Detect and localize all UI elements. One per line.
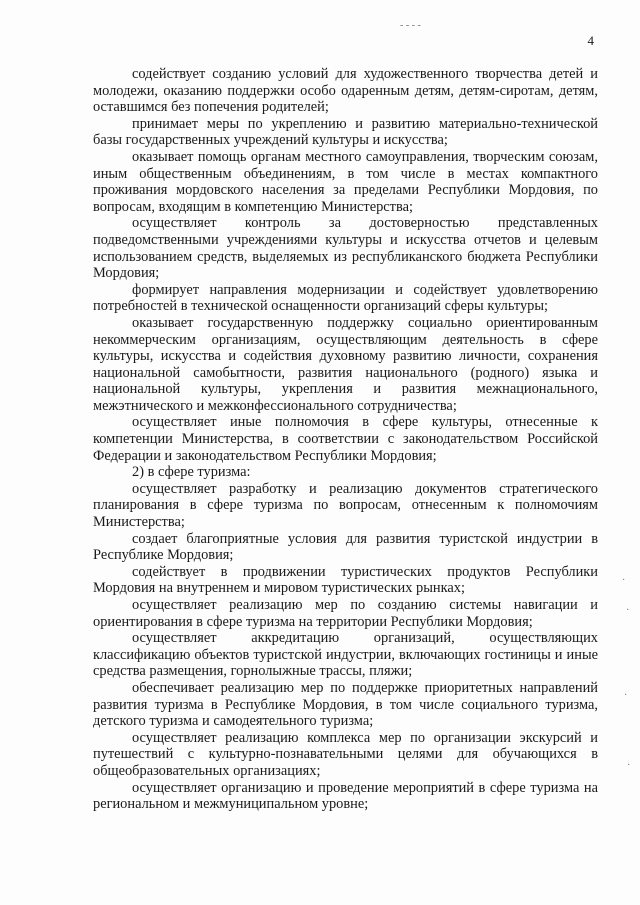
document-body — [93, 66, 598, 813]
paragraph: содействует созданию условий для художественного творчества детей и молодежи, оказанию поддержки особо одаренным детям, детям-сиротам, детям, оставшимся без попечения родителей; — [93, 66, 598, 116]
paragraph: осуществляет разработку и реализацию документов стратегического планирования в сфере туризма по вопросам, отнесенным к полномочиям Министерства; — [93, 480, 598, 531]
scan-artifact: - - - - — [400, 20, 421, 31]
paragraph: содействует в продвижении туристических продуктов Республики Мордовия на внутреннем и мировом туристических рынках; — [93, 563, 598, 597]
paragraph: формирует направления модернизации и содействует удовлетворению потребностей в технической оснащенности организаций сферы культуры; — [93, 281, 598, 315]
paragraph: создает благоприятные условия для развития туристской индустрии в Республике Мордовия; — [93, 530, 598, 564]
paragraph: осуществляет реализацию комплекса мер по организации экскурсий и путешествий с культурно-познавательными целями для обучающихся в общеобразовательных организациях; — [93, 729, 598, 779]
section-heading: 2) в сфере туризма: — [132, 464, 251, 481]
paragraph: осуществляет иные полномочия в сфере культуры, отнесенные к компетенции Министерства, в соответствии с законодательством Российской Федерации и законодательством Республики Мордовия; — [93, 414, 598, 464]
paragraph: осуществляет контроль за достоверностью представленных подведомственными учреждениями культуры и искусства отчетов и целевым использованием средств, выделяемых из республиканского бюджета Республики Мордовия; — [93, 215, 598, 282]
paragraph: осуществляет реализацию мер по созданию системы навигации и ориентирования в сфере туризма на территории Республики Мордовия; — [93, 597, 598, 630]
scan-artifact: · — [622, 575, 626, 586]
paragraph: осуществляет аккредитацию организаций, осуществляющих классификацию объектов туристской индустрии, включающих гостиницы и иные средства размещения, горнолыжные трассы, пляжи; — [93, 630, 598, 680]
paragraph: обеспечивает реализацию мер по поддержке приоритетных направлений развития туризма в Республике Мордовия, в том числе социального туризма, детского туризма и самодеятельного туризма; — [93, 679, 598, 730]
paragraph: принимает меры по укреплению и развитию материально-технической базы государственных учреждений культуры и искусства; — [93, 115, 598, 149]
paragraph: осуществляет организацию и проведение мероприятий в сфере туризма на региональном и межмуниципальном уровне; — [93, 779, 598, 813]
paragraph: оказывает помощь органам местного самоуправления, творческим союзам, иным общественным объединениям, в том числе в местах компактного проживания мордовского населения за пределами Республики Мордовия, по вопросам, входящим в компетенцию Министерства; — [93, 148, 598, 215]
paragraph: оказывает государственную поддержку социально ориентированным некоммерческим организациям, осуществляющим деятельность в сфере культуры, искусства и содействия духовному развитию личности, сохранения национальной самобытности, развития национального (родного) языка и национальной культуры, укрепления и развития межнационального, межэтнического и межконфессионального сотрудничества; — [93, 314, 598, 414]
scan-artifact: · — [626, 605, 630, 616]
page-number: 4 — [587, 33, 594, 48]
scan-artifact: · — [627, 760, 631, 771]
scan-artifact: · — [624, 690, 628, 701]
